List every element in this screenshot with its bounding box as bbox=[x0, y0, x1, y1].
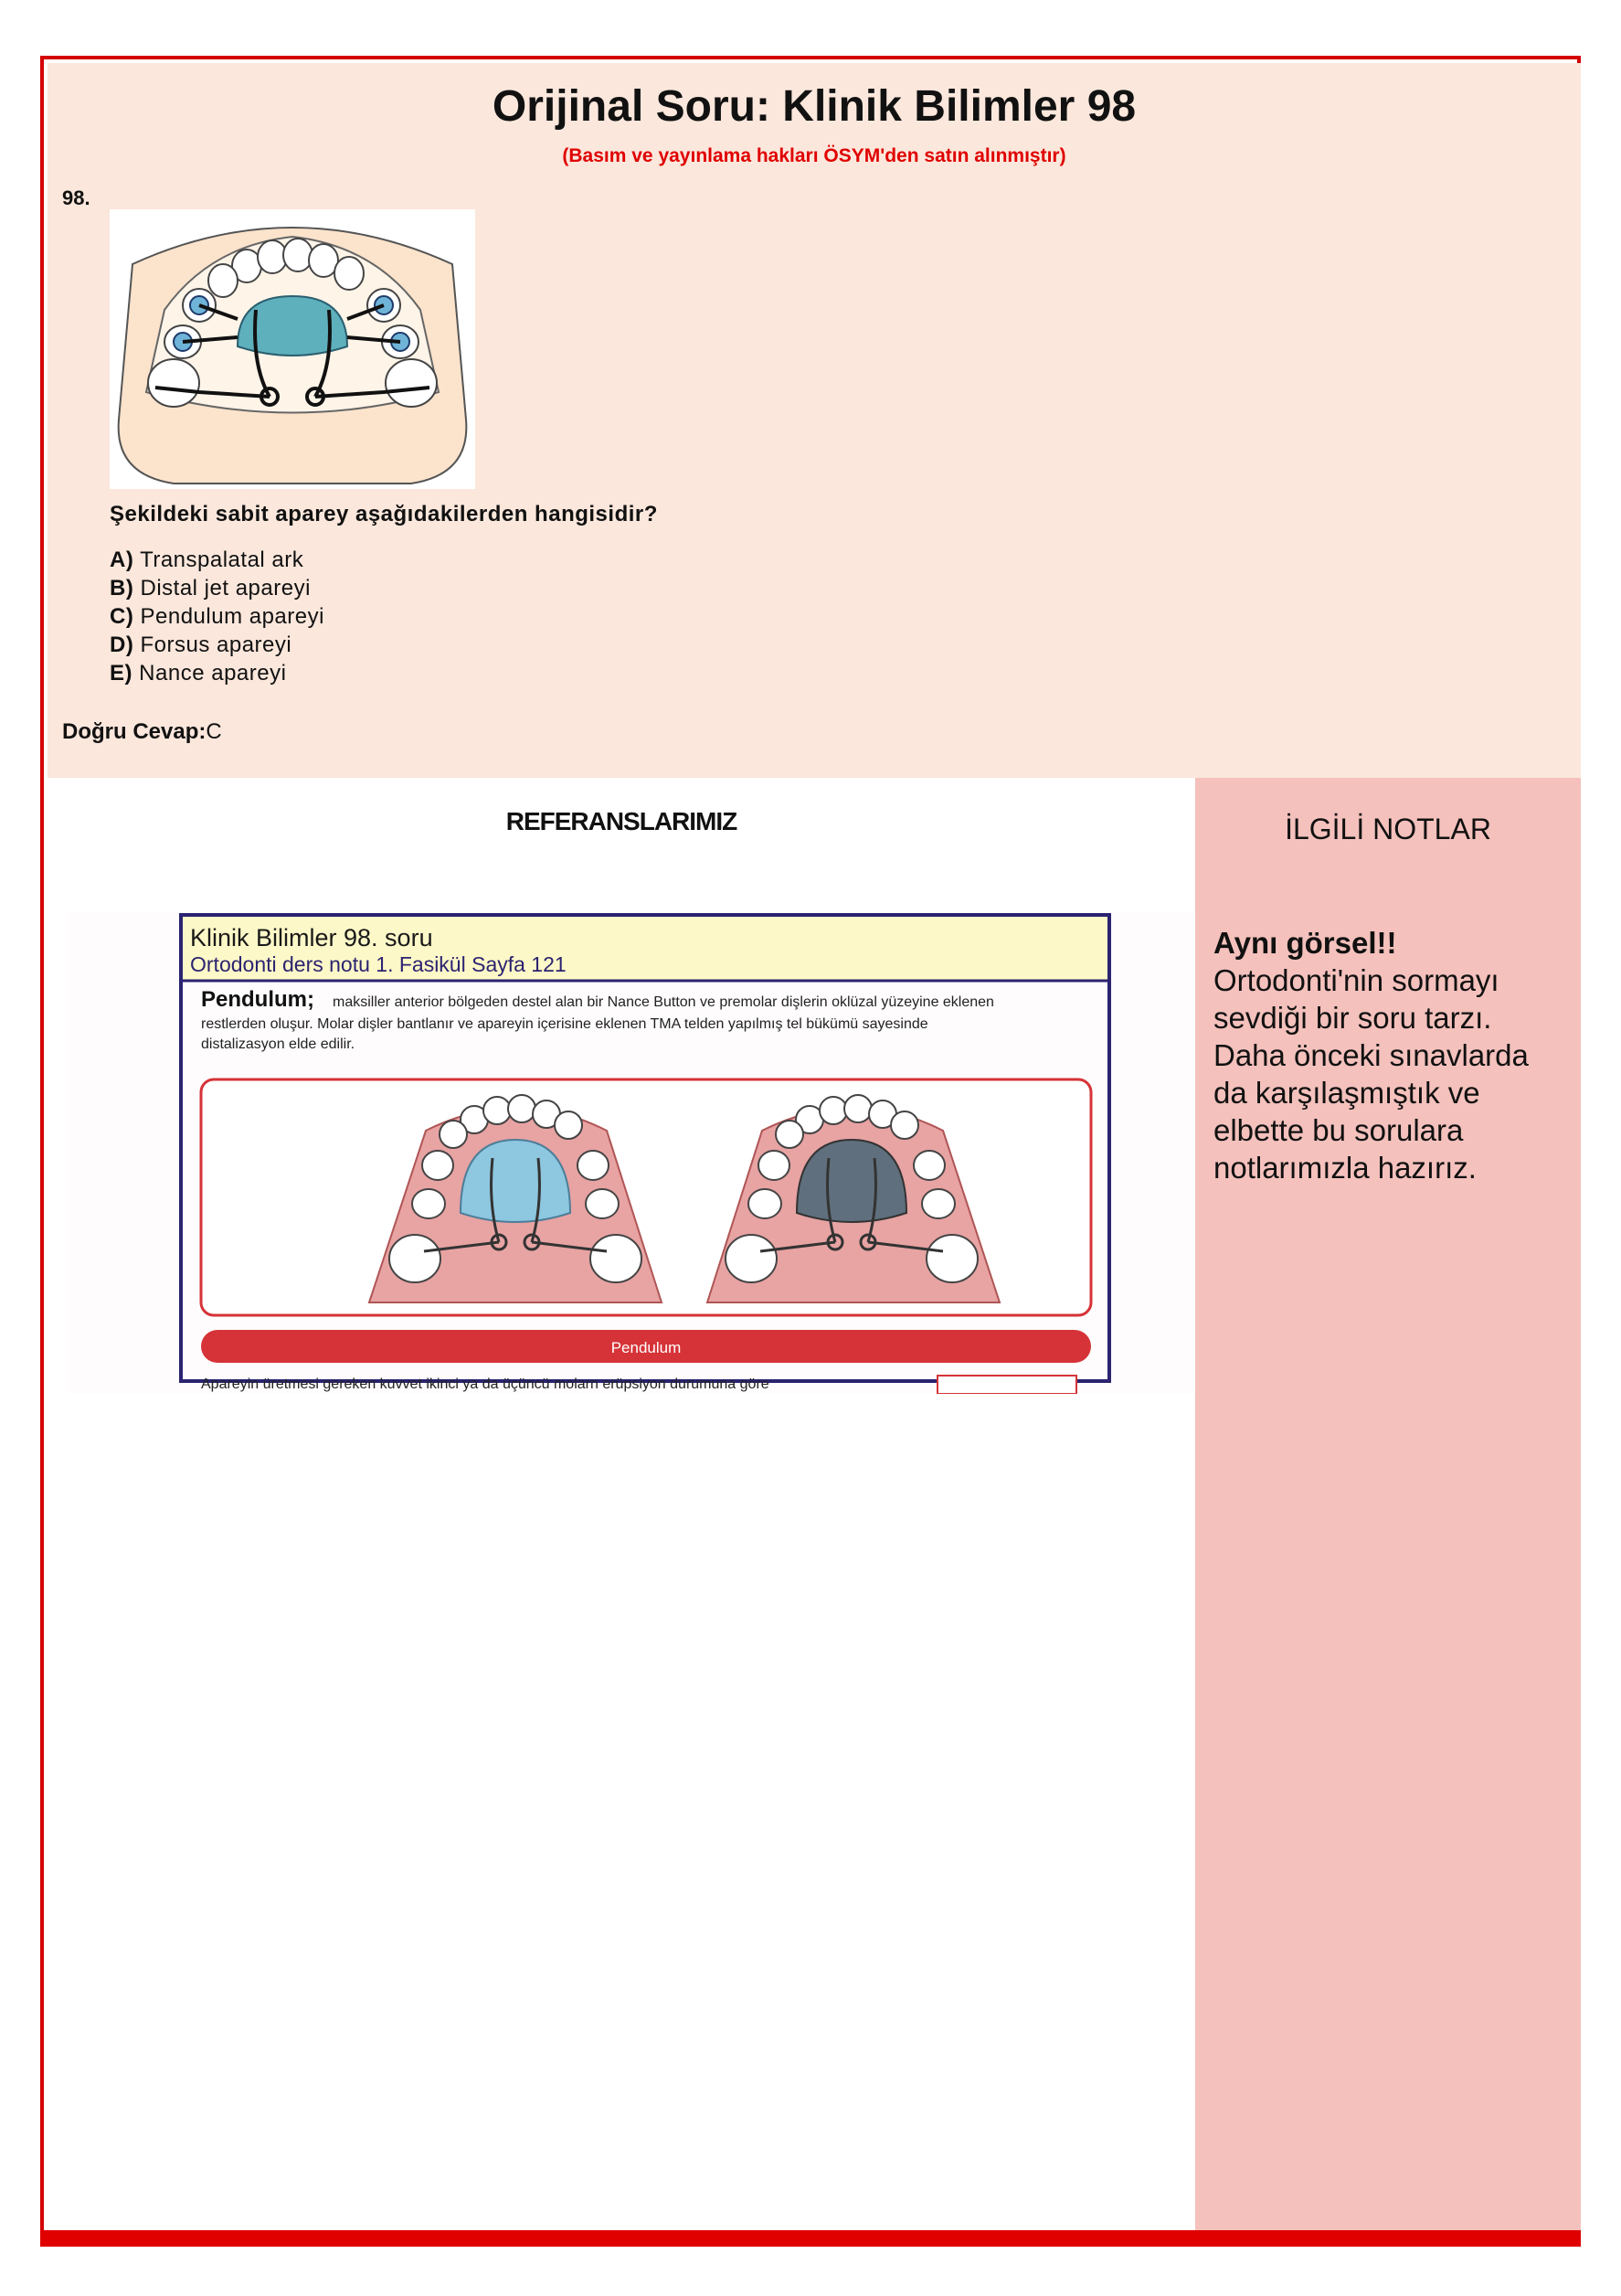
notes-title: İLGİLİ NOTLAR bbox=[1285, 813, 1491, 845]
page-frame bbox=[40, 56, 1581, 2247]
option-c: C) Pendulum apareyi bbox=[110, 604, 324, 629]
notes-line: Daha önceki sınavlarda bbox=[1213, 1038, 1529, 1072]
option-e: E) Nance apareyi bbox=[110, 661, 287, 686]
notes-line: Ortodonti'nin sormayı bbox=[1213, 963, 1499, 997]
bottom-bar bbox=[40, 2230, 1581, 2247]
notes-line: notlarımızla hazırız. bbox=[1213, 1151, 1477, 1185]
page-title: Orijinal Soru: Klinik Bilimler 98 bbox=[492, 82, 1137, 131]
pendulum-text-1: maksiller anterior bölgeden destel alan bir Nance Button ve premolar dişlerin oklüzal yüzeyine eklenen bbox=[333, 994, 994, 1010]
references-panel bbox=[48, 778, 1195, 2231]
option-d: D) Forsus apareyi bbox=[110, 632, 292, 657]
appliance-figure bbox=[110, 209, 475, 489]
answer-options bbox=[110, 546, 324, 687]
pendulum-text-3: distalizasyon elde edilir. bbox=[201, 1036, 355, 1052]
option-b: B) Distal jet apareyi bbox=[110, 576, 311, 601]
question-panel bbox=[48, 63, 1581, 778]
notes-heading: Aynı görsel!! bbox=[1213, 926, 1397, 960]
pendulum-caption: Pendulum bbox=[610, 1339, 682, 1356]
notes-line: sevdiği bir soru tarzı. bbox=[1213, 1001, 1492, 1035]
references-title: REFERANSLARIMIZ bbox=[505, 807, 737, 835]
ref-bottom-text: Apareyin üretmesi gereken kuvvet ikinci ya da üçüncü molarn erüpsiyon durumuna göre bbox=[201, 1377, 769, 1392]
question-text: Şekildeki sabit aparey aşağıdakilerden hangisidir? bbox=[110, 502, 658, 526]
ref-box-title: Klinik Bilimler 98. soru bbox=[190, 924, 433, 951]
copyright-note: (Basım ve yayınlama hakları ÖSYM'den satın alınmıştır) bbox=[562, 145, 1066, 166]
ref-box-subtitle: Ortodonti ders notu 1. Fasikül Sayfa 121 bbox=[190, 952, 567, 976]
notes-panel bbox=[1195, 778, 1581, 2231]
notes-body bbox=[1213, 924, 1570, 1186]
option-a: A) Transpalatal ark bbox=[110, 547, 304, 572]
pendulum-text-2: restlerden oluşur. Molar dişler bantlanır ve apareyin içerisine eklenen TMA telden yapılmış tel bükümü sayesinde bbox=[201, 1016, 928, 1032]
notes-line: elbette bu sorulara bbox=[1213, 1113, 1464, 1147]
pendulum-heading: Pendulum; bbox=[201, 987, 314, 1012]
notes-line: da karşılaşmıştık ve bbox=[1213, 1076, 1480, 1110]
correct-answer: Doğru Cevap:C bbox=[62, 719, 222, 744]
question-number: 98. bbox=[62, 186, 90, 209]
reference-figure bbox=[68, 911, 1196, 1394]
